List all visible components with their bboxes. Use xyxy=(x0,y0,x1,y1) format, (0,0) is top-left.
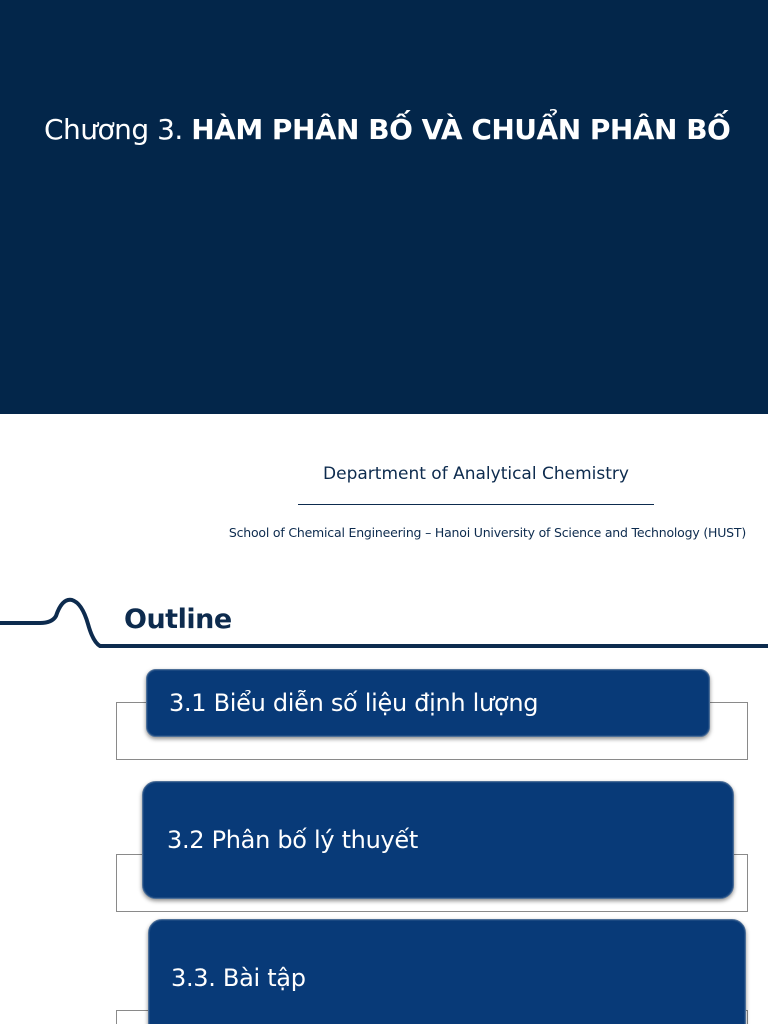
chapter-title xyxy=(44,110,768,150)
title-banner xyxy=(0,0,768,414)
outline-heading: Outline xyxy=(124,604,232,635)
outline-item-3-2[interactable] xyxy=(142,781,734,899)
outline-item-3-3[interactable] xyxy=(148,919,746,1024)
chapter-name: HÀM PHÂN BỐ VÀ CHUẨN PHÂN BỐ xyxy=(191,113,731,146)
school-name: School of Chemical Engineering – Hanoi University of Science and Technology (HUST) xyxy=(228,525,746,540)
department-divider xyxy=(298,504,654,505)
department-name: Department of Analytical Chemistry xyxy=(323,464,629,484)
outline-header-wave xyxy=(0,590,768,660)
chapter-number: Chương 3. xyxy=(44,113,183,146)
outline-item-3-1[interactable] xyxy=(146,669,710,737)
outline-item-label: 3.3. Bài tập xyxy=(171,964,306,992)
outline-item-label: 3.1 Biểu diễn số liệu định lượng xyxy=(169,689,539,717)
outline-item-label: 3.2 Phân bố lý thuyết xyxy=(167,826,418,854)
